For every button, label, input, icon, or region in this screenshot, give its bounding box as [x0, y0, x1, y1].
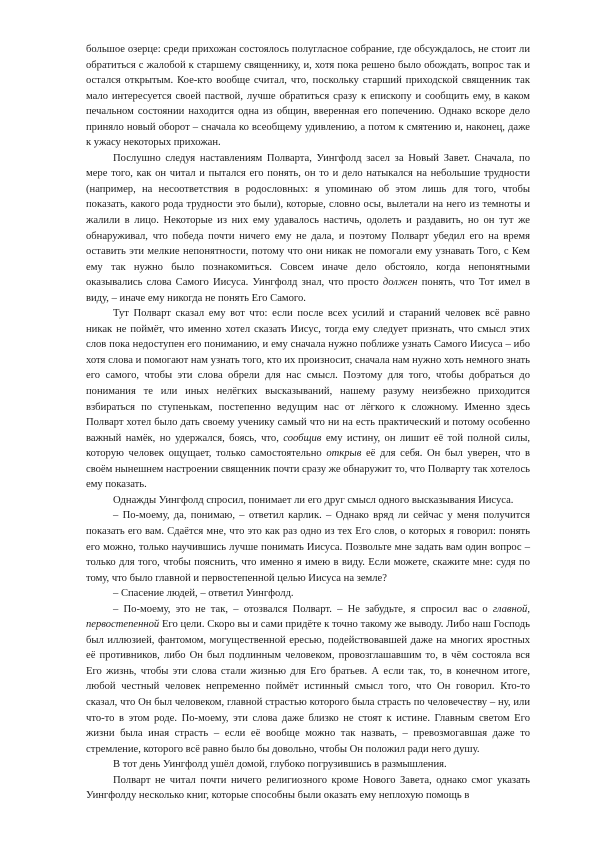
text-run: Полварт не читал почти ничего религиозного кроме Нового Завета, однако смог указать Уингфолду несколько книг, которые способны были оказать ему неплохую помощь в [86, 774, 530, 802]
paragraph [86, 493, 530, 509]
text-run: большое озерце: среди прихожан состоялось полугласное собрание, где обсуждалось, не стоит ли обратиться с жалобой к старшему священнику, и, хотя пока решено было обождать, вопрос так и остался открытым. Кое-кто вообще считал, что, поскольку старший приходской священник так мало интересуется своей паствой, лучше обратиться сразу к епископу и сообщить ему, в каком печальном состоянии находится одна из общин, вверенная его попечению. Однако вскоре дело приняло новый оборот – сначала ко всеобщему удивлению, а потом к смятению и, наконец, даже к ужасу некоторых прихожан. [86, 44, 530, 149]
emphasized-text: сообщив [283, 432, 322, 444]
paragraph [86, 773, 530, 804]
paragraph [86, 602, 530, 757]
text-run: – По-моему, это не так, – отозвался Полварт. – Не забудьте, я спросил вас о [113, 603, 493, 615]
text-run: её для себя. Он был уверен, что в своём нынешнем настроении священник почти сразу же обнаружит то, что Полварту так хотелось ему показать. [86, 448, 530, 491]
emphasized-text: должен [382, 277, 418, 289]
text-run: ему истину, он лишит её той полной силы, которую человек ощущает, только самостоятельно [86, 432, 531, 460]
text-run: понять, что Тот имел в виду, – иначе ему никогда не понять Его Самого. [86, 277, 530, 304]
emphasized-text: открыв [326, 448, 362, 460]
emphasized-text: главной, первостепенной [86, 603, 530, 631]
document-body [86, 42, 530, 804]
paragraph [86, 306, 530, 493]
text-run: – По-моему, да, понимаю, – ответил карлик. – Однако вряд ли сейчас у меня получится показать его вам. Сдаётся мне, что это как раз одно из тех Его слов, о которых я говорил: понять его можно, только научившись лучше понимать Иисуса. Позвольте мне задать вам один вопрос – только для того, чтобы пояснить, что именно я имею в виду. Если можете, скажите мне: судя по тому, что было главной и первостепенной целью Иисуса на земле? [86, 510, 530, 584]
paragraph [86, 757, 530, 773]
text-run: Послушно следуя наставлениям Полварта, Уингфолд засел за Новый Завет. Сначала, по мере того, как он читал и пытался его понять, он то и дело натыкался на небольшие трудности (например, на несоответствия в родословных: я упоминаю об этом лишь для того, чтобы показать, какого рода трудности это были), которые, словно осы, вылетали на него из темноты и жалили в лицо. Некоторые из них ему удавалось настичь, одолеть и раздавить, но он тут же обнаруживал, что победа почти ничего ему не дала, и поэтому Полварт убедил его на время оставить эти мелкие непонятности, потому что они никак не помогали ему узнавать Того, с Кем ему так нужно было познакомиться. Совсем иначе дело обстояло, когда непонятными оказывались слова Самого Иисуса. Уингфолд знал, что просто [86, 152, 530, 289]
paragraph [86, 508, 530, 586]
paragraph [86, 151, 530, 306]
paragraph [86, 42, 530, 151]
text-run: В тот день Уингфолд ушёл домой, глубоко погрузившись в размышления. [113, 759, 447, 771]
text-run: Его цели. Скоро вы и сами придёте к точно такому же выводу. Либо наш Господь был иллюзией, фантомом, могущественной ересью, подействовавшей даже на многих яростных её противников, либо Он был подлинным человеком, провозглашавшим то, в чём состояла вся Его жизнь, чтобы эти слова стали жизнью для Его братьев. А если так, то, в конечном итоге, любой честный человек непременно поймёт истинный смысл того, что Он говорил. Кто-то сказал, что Он был человеком, главной страстью которого была страсть по человечеству – ну, или что-то в этом роде. По-моему, эти слова даже близко не стоят к истине. Главным светом Его жизни была иная страсть – если её вообще можно так назвать, – превозмогавшая даже то стремление, которого всё равно было бы довольно, чтобы Он положил ради него душу. [86, 619, 530, 755]
text-run: – Спасение людей, – ответил Уингфолд. [113, 588, 294, 600]
paragraph [86, 586, 530, 602]
text-run: Тут Полварт сказал ему вот что: если после всех усилий и стараний человек всё равно никак не поймёт, что именно хотел сказать Иисус, тогда ему следует признать, что смысл этих слов пока недоступен его пониманию, и ему сначала нужно поближе узнать Самого Иисуса – ибо хотя слова и помогают нам узнать того, кто их произносит, сначала нам нужно хоть немного знать его самого, чтобы эти слова обрели для нас смысл. Поэтому для того, чтобы добраться до понимания те или иных нелёгких высказываний, нашему разуму неизбежно приходится взбираться по ступенькам, постепенно ведущим нас от лёгкого к сложному. Именно здесь Полварт хотел было дать своему ученику самый что ни на есть практический и потому особенно важный намёк, но удержался, боясь, что, [86, 308, 530, 444]
text-run: Однажды Уингфолд спросил, понимает ли его друг смысл одного высказывания Иисуса. [113, 494, 514, 506]
